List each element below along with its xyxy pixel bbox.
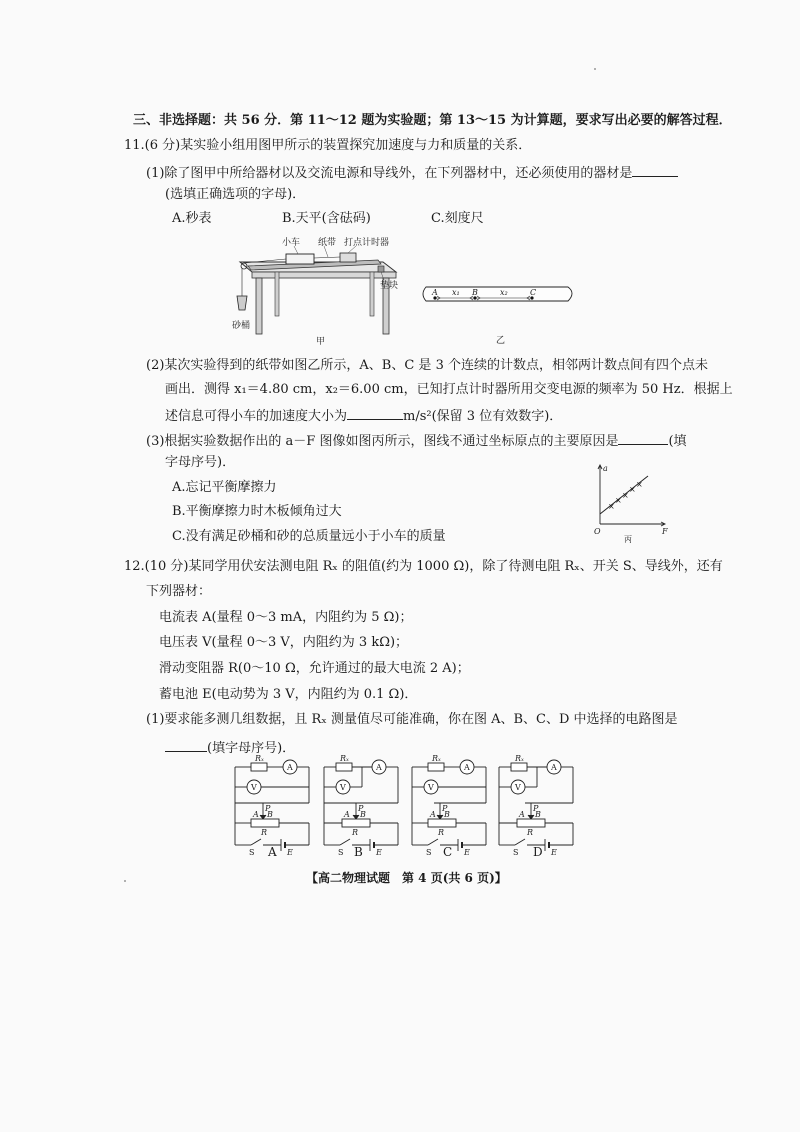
label-ammeter: A	[287, 763, 293, 772]
caption-bing: 丙	[624, 535, 632, 544]
label-pa: A	[519, 810, 525, 819]
figure-yi-tape	[420, 283, 580, 345]
tape-label-a: A	[432, 288, 438, 297]
label-pa: A	[344, 810, 350, 819]
label-e: E	[551, 848, 557, 857]
q11-p2-line2: 画出．测得 x₁＝4.80 cm，x₂＝6.00 cm，已知打点计时器所用交变电源的频率为 50 Hz．根据上	[165, 382, 733, 397]
figure-jia-apparatus	[228, 236, 408, 346]
label-timer: 打点计时器	[344, 238, 390, 248]
q11-p3-option-a: A.忘记平衡摩擦力	[172, 480, 277, 495]
label-p: P	[358, 804, 364, 813]
timer	[340, 253, 356, 262]
graph-x-label: F	[662, 527, 668, 536]
caption-yi: 乙	[496, 336, 506, 346]
label-tape: 纸带	[318, 238, 337, 248]
caption-jia: 甲	[316, 337, 326, 347]
label-r: R	[527, 828, 534, 837]
tape	[314, 257, 340, 258]
answer-blank[interactable]	[632, 164, 678, 177]
bucket	[237, 296, 247, 310]
block	[378, 266, 384, 272]
q12-item: 电流表 A(量程 0～3 mA，内阻约为 5 Ω)；	[159, 610, 413, 625]
q11-option-a: A.秒表	[172, 211, 212, 226]
q11-stem: 11.(6 分)某实验小组用图甲所示的装置探究加速度与力和质量的关系．	[124, 138, 532, 153]
q11-p2-line3: 述信息可得小车的加速度大小为 m/s²(保留 3 位有效数字)．	[165, 409, 563, 424]
graph-y-label: a	[603, 464, 608, 473]
label-r: R	[352, 828, 359, 837]
scan-speck	[594, 68, 596, 70]
label-p: P	[442, 804, 448, 813]
circuit-b	[316, 754, 408, 859]
circuit-a	[227, 754, 319, 859]
tape-strip	[423, 287, 572, 301]
answer-blank[interactable]	[165, 739, 207, 752]
label-pb: B	[267, 810, 273, 819]
label-voltmeter: V	[251, 783, 257, 792]
table-leg	[370, 272, 374, 316]
label-p: P	[265, 804, 271, 813]
label-cart: 小车	[282, 238, 301, 248]
q12-stem-line1: 12.(10 分)某同学用伏安法测电阻 Rₓ 的阻值(约为 1000 Ω)，除了待测电阻 Rₓ、开关 S、导线外，还有	[124, 559, 723, 574]
q12-item: 电压表 V(量程 0～3 V，内阻约为 3 kΩ)；	[159, 635, 409, 650]
label-e: E	[376, 848, 382, 857]
label-ammeter: A	[464, 763, 470, 772]
circuit-c	[404, 754, 496, 859]
label-e: E	[464, 848, 470, 857]
q12-p1-line2: (填字母序号)．	[165, 739, 295, 755]
label-pb: B	[360, 810, 366, 819]
tape-label-c: C	[530, 288, 537, 297]
section-header: 三、非选择题：共 56 分．第 11～12 题为实验题；第 13～15 为计算题，要求写出必要的解答过程．	[133, 113, 732, 128]
figure-bing-graph	[590, 462, 670, 544]
q11-p3-option-c: C.没有满足砂桶和砂的总质量远小于小车的质量	[172, 529, 446, 544]
label-pa: A	[430, 810, 436, 819]
resistor-rx	[511, 763, 527, 771]
label-block: 垫块	[380, 281, 399, 291]
tape-label-x2: x₂	[500, 288, 508, 297]
q11-p2-line1: (2)某次实验得到的纸带如图乙所示，A、B、C 是 3 个连续的计数点，相邻两计数点间有四个点未	[146, 358, 708, 373]
label-rx: Rₓ	[515, 754, 524, 763]
q11-option-b: B.天平(含砝码)	[282, 211, 371, 226]
label-bucket: 砂桶	[232, 321, 251, 331]
data-marker: ×	[622, 491, 629, 500]
q11-p1-line1: (1)除了图甲中所给器材以及交流电源和导线外，在下列器材中，还必须使用的器材是	[146, 164, 678, 180]
label-ammeter: A	[551, 763, 557, 772]
label-p: P	[533, 804, 539, 813]
data-marker: ×	[629, 485, 636, 494]
answer-blank[interactable]	[618, 432, 668, 445]
label-r: R	[438, 828, 445, 837]
q12-item: 蓄电池 E(电动势为 3 V，内阻约为 0.1 Ω)．	[159, 687, 418, 702]
label-e: E	[287, 848, 293, 857]
label-pb: B	[535, 810, 541, 819]
resistor-rx	[428, 763, 444, 771]
label-pa: A	[253, 810, 259, 819]
circuit-caption-a: A	[268, 845, 277, 859]
label-voltmeter: V	[428, 783, 434, 792]
graph-origin: O	[594, 527, 601, 536]
data-marker: ×	[608, 502, 615, 511]
rheostat	[251, 819, 279, 827]
circuit-caption-d: D	[533, 845, 543, 859]
tape-label-b: B	[472, 288, 478, 297]
data-marker: ×	[636, 480, 643, 489]
rheostat	[428, 819, 456, 827]
answer-blank[interactable]	[347, 407, 403, 420]
label-pb: B	[444, 810, 450, 819]
label-rx: Rₓ	[340, 754, 349, 763]
label-ammeter: A	[376, 763, 382, 772]
tape-label-x1: x₁	[452, 288, 460, 297]
label-rx: Rₓ	[432, 754, 441, 763]
resistor-rx	[251, 763, 267, 771]
q11-p1-line2: (选填正确选项的字母)．	[165, 187, 306, 202]
label-rx: Rₓ	[255, 754, 264, 763]
label-r: R	[261, 828, 268, 837]
label-voltmeter: V	[515, 783, 521, 792]
q12-stem-line2: 下列器材：	[146, 584, 212, 599]
label-s: S	[338, 848, 344, 857]
rheostat	[517, 819, 545, 827]
cart	[286, 254, 314, 264]
circuit-caption-c: C	[443, 845, 453, 859]
page-footer: 【高二物理试题 第 4 页(共 6 页)】	[306, 871, 507, 885]
q11-option-c: C.刻度尺	[431, 211, 484, 226]
data-marker: ×	[615, 496, 622, 505]
circuit-caption-b: B	[354, 845, 363, 859]
table-leg	[256, 278, 262, 334]
rheostat	[342, 819, 370, 827]
resistor-rx	[336, 763, 352, 771]
label-s: S	[513, 848, 519, 857]
scan-speck	[124, 880, 126, 882]
q12-item: 滑动变阻器 R(0～10 Ω，允许通过的最大电流 2 A)；	[159, 661, 470, 676]
circuit-d	[491, 754, 583, 859]
label-s: S	[249, 848, 255, 857]
table-leg	[275, 272, 279, 316]
table-edge	[252, 272, 396, 278]
q11-p3-option-b: B.平衡摩擦力时木板倾角过大	[172, 504, 342, 519]
q11-p3-line2: 字母序号)．	[165, 455, 236, 470]
label-s: S	[426, 848, 432, 857]
q11-p3-line1: (3)根据实验数据作出的 a－F 图像如图丙所示，图线不通过坐标原点的主要原因是 (填	[146, 434, 687, 449]
label-voltmeter: V	[340, 783, 346, 792]
q12-p1-line1: (1)要求能多测几组数据，且 Rₓ 测量值尽可能准确，你在图 A、B、C、D 中选择的电路图是	[146, 712, 678, 727]
